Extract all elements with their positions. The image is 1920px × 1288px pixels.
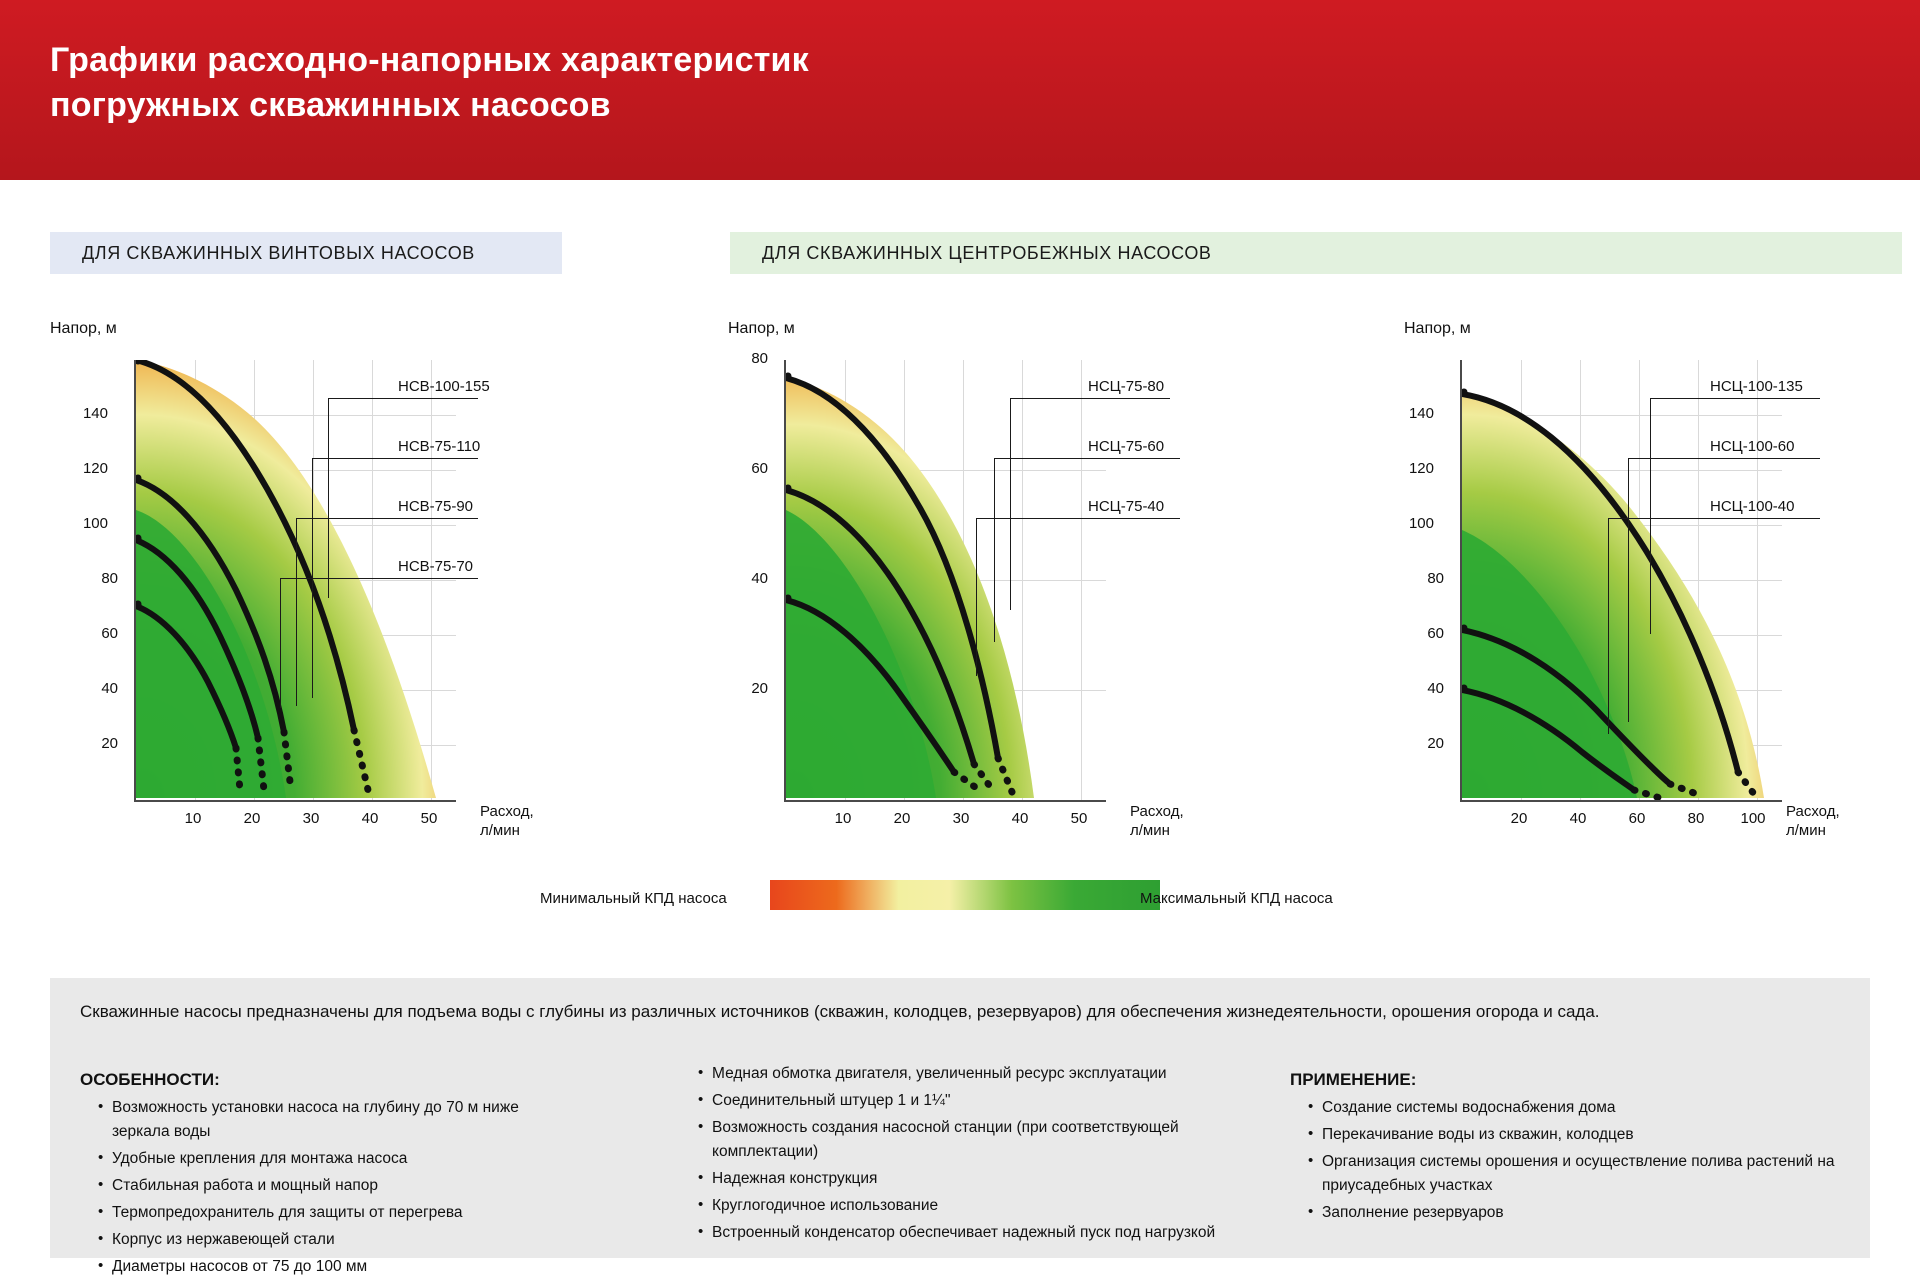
leader-line [1628, 458, 1629, 722]
page-title-line2: погружных скважинных насосов [50, 85, 611, 124]
list-item: • Встроенный конденсатор обеспечивает надежный пуск под нагрузкой [698, 1221, 1268, 1245]
chart-centrifugal-75-x-axis-title: Расход, л/мин [1130, 803, 1184, 839]
y-tick: 80 [751, 350, 768, 367]
features-list-col1 [80, 1096, 568, 1282]
chart-centrifugal-75 [700, 300, 1320, 860]
section-title-screw-pumps [50, 232, 562, 274]
list-item: • Круглогодичное использование [698, 1194, 1268, 1218]
leader-line [296, 518, 478, 519]
chart-centrifugal-100-y-axis-title: Напор, м [1404, 320, 1471, 337]
x-tick: 20 [1510, 810, 1528, 827]
section-title-centrifugal-pumps [730, 232, 1902, 274]
series-label-hcb-75-110: НСВ-75-110 [398, 438, 481, 455]
y-tick: 60 [751, 460, 768, 477]
y-tick: 80 [101, 570, 118, 587]
chart-centrifugal-75-svg [786, 360, 1106, 800]
list-item: • Диаметры насосов от 75 до 100 мм [98, 1255, 568, 1279]
usage-title: ПРИМЕНЕНИЕ: [1290, 1070, 1417, 1089]
leader-line [1628, 458, 1820, 459]
list-item: • Возможность создания насосной станции (при соответствующей комплектации) [698, 1116, 1268, 1164]
chart-screw-plot-area [134, 360, 456, 802]
section-title-screw-label: ДЛЯ СКВАЖИННЫХ ВИНТОВЫХ НАСОСОВ [82, 242, 475, 263]
chart-screw-y-axis-title: Напор, м [50, 320, 117, 337]
series-label-hcc-75-60: НСЦ-75-60 [1088, 438, 1165, 455]
leader-line [280, 578, 478, 579]
x-tick: 100 [1740, 810, 1766, 827]
x-tick: 50 [420, 810, 438, 827]
y-tick: 60 [101, 625, 118, 642]
series-label-hcc-100-60: НСЦ-100-60 [1710, 438, 1795, 455]
chart-centrifugal-75-plot-area [784, 360, 1106, 802]
list-item: • Стабильная работа и мощный напор [98, 1174, 568, 1198]
description-panel [50, 978, 1870, 1276]
section-title-centrifugal-label: ДЛЯ СКВАЖИННЫХ ЦЕНТРОБЕЖНЫХ НАСОСОВ [762, 242, 1212, 263]
y-tick: 20 [1427, 735, 1444, 752]
y-tick: 60 [1427, 625, 1444, 642]
y-tick: 20 [751, 680, 768, 697]
series-label-hcc-75-80: НСЦ-75-80 [1088, 378, 1165, 395]
usage-list [1290, 1096, 1868, 1228]
leader-line [976, 518, 977, 676]
leader-line [1650, 398, 1820, 399]
leader-line [1608, 518, 1609, 734]
leader-line [312, 458, 478, 459]
x-tick: 40 [1011, 810, 1029, 827]
list-item: • Соединительный штуцер 1 и 1¼" [698, 1089, 1268, 1113]
x-tick: 80 [1687, 810, 1705, 827]
x-tick: 60 [1628, 810, 1646, 827]
leader-line [994, 458, 995, 642]
leader-line [1010, 398, 1170, 399]
list-item: • Корпус из нержавеющей стали [98, 1228, 568, 1252]
list-item: • Организация системы орошения и осуществление полива растений на приусадебных участках [1308, 1150, 1868, 1198]
list-item: • Создание системы водоснабжения дома [1308, 1096, 1868, 1120]
y-tick: 120 [1408, 460, 1434, 477]
list-item: • Удобные крепления для монтажа насоса [98, 1147, 568, 1171]
leader-line [1608, 518, 1820, 519]
features-list-col2 [680, 1062, 1268, 1248]
leader-line [328, 398, 329, 598]
series-label-hcb-100-155: НСВ-100-155 [398, 378, 490, 395]
chart-centrifugal-100-x-axis-title: Расход, л/мин [1786, 803, 1840, 839]
features-title: ОСОБЕННОСТИ: [80, 1070, 220, 1089]
leader-line [280, 578, 281, 708]
legend-max-label: Максимальный КПД насоса [1140, 890, 1333, 907]
list-item: • Надежная конструкция [698, 1167, 1268, 1191]
page-header [0, 0, 1920, 180]
leader-line [328, 398, 478, 399]
series-label-hcb-75-90: НСВ-75-90 [398, 498, 474, 515]
y-tick: 120 [82, 460, 108, 477]
y-tick: 140 [1408, 405, 1434, 422]
y-tick: 100 [82, 515, 108, 532]
leader-line [994, 458, 1180, 459]
y-tick: 40 [1427, 680, 1444, 697]
description-intro: Скважинные насосы предназначены для подъема воды с глубины из различных источников (скважин, колодцев, резервуаров) для обеспечения жизнедеятельности, орошения огорода и сада. [80, 1002, 1600, 1021]
page-title-line1: Графики расходно-напорных характеристик [50, 41, 809, 79]
y-tick: 40 [101, 680, 118, 697]
x-tick: 20 [893, 810, 911, 827]
chart-screw-x-axis-title: Расход, л/мин [480, 803, 534, 839]
list-item: • Заполнение резервуаров [1308, 1201, 1868, 1225]
x-tick: 40 [1569, 810, 1587, 827]
leader-line [976, 518, 1180, 519]
chart-centrifugal-75-y-axis-title: Напор, м [728, 320, 795, 337]
x-tick: 40 [361, 810, 379, 827]
chart-centrifugal-100-svg [1462, 360, 1782, 800]
y-tick: 80 [1427, 570, 1444, 587]
legend-gradient-bar [770, 880, 1160, 910]
legend-min-label: Минимальный КПД насоса [540, 890, 727, 907]
y-tick: 40 [751, 570, 768, 587]
leader-line [1650, 398, 1651, 634]
list-item: • Возможность установки насоса на глубину до 70 м ниже зеркала воды [98, 1096, 568, 1144]
x-tick: 50 [1070, 810, 1088, 827]
x-tick: 10 [184, 810, 202, 827]
x-tick: 10 [834, 810, 852, 827]
series-label-hcb-75-70: НСВ-75-70 [398, 558, 474, 575]
leader-line [1010, 398, 1011, 610]
efficiency-legend [0, 880, 1920, 920]
y-tick: 140 [82, 405, 108, 422]
list-item: • Перекачивание воды из скважин, колодцев [1308, 1123, 1868, 1147]
x-tick: 20 [243, 810, 261, 827]
leader-line [296, 518, 297, 706]
series-label-hcc-100-40: НСЦ-100-40 [1710, 498, 1795, 515]
y-tick: 20 [101, 735, 118, 752]
x-tick: 30 [952, 810, 970, 827]
chart-screw-pumps [50, 300, 670, 860]
list-item: • Медная обмотка двигателя, увеличенный ресурс эксплуатации [698, 1062, 1268, 1086]
series-label-hcc-75-40: НСЦ-75-40 [1088, 498, 1165, 515]
x-tick: 30 [302, 810, 320, 827]
chart-centrifugal-100-plot-area [1460, 360, 1782, 802]
list-item: • Термопредохранитель для защиты от перегрева [98, 1201, 568, 1225]
series-label-hcc-100-135: НСЦ-100-135 [1710, 378, 1803, 395]
chart-centrifugal-100 [1320, 300, 1920, 860]
page-title [50, 38, 809, 128]
y-tick: 100 [1408, 515, 1434, 532]
